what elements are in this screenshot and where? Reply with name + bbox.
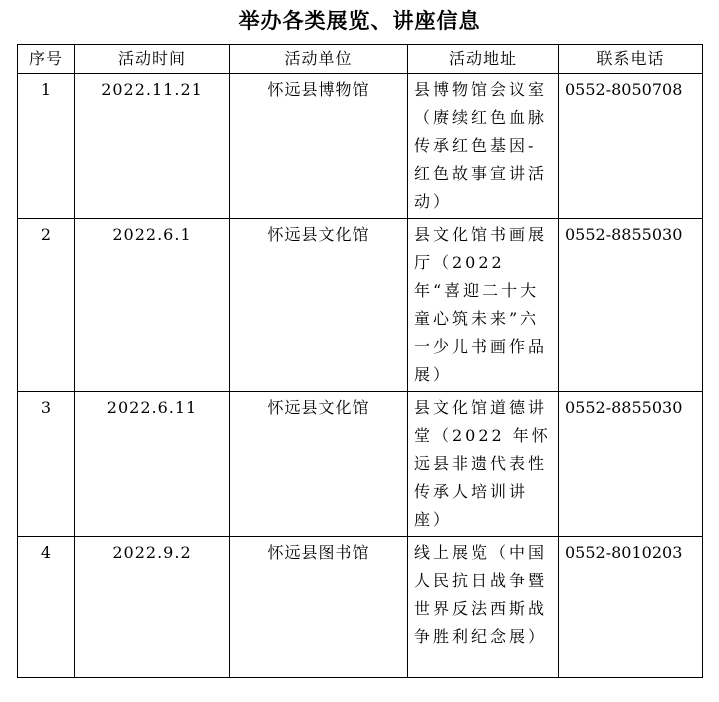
row-activity-time: 2022.6.1 <box>75 219 230 392</box>
row-contact-phone: 0552-8855030 <box>559 392 703 537</box>
row-activity-address: 县文化馆书画展厅（2022 年“喜迎二十大 童心筑未来”六一少儿书画作品展） <box>408 219 559 392</box>
header-serial-number: 序号 <box>18 45 75 74</box>
row-serial-number: 2 <box>18 219 75 392</box>
events-table <box>17 44 703 678</box>
table-row <box>18 219 703 392</box>
row-activity-address: 县博物馆会议室（赓续红色血脉 传承红色基因-红色故事宣讲活动） <box>408 74 559 219</box>
row-activity-time: 2022.6.11 <box>75 392 230 537</box>
row-activity-time: 2022.9.2 <box>75 537 230 678</box>
row-activity-time: 2022.11.21 <box>75 74 230 219</box>
row-serial-number: 3 <box>18 392 75 537</box>
row-activity-unit: 怀远县文化馆 <box>230 219 408 392</box>
row-activity-unit: 怀远县博物馆 <box>230 74 408 219</box>
table-row <box>18 392 703 537</box>
page-title: 举办各类展览、讲座信息 <box>238 8 481 33</box>
row-activity-address: 县文化馆道德讲堂（2022 年怀远县非遗代表性传承人培训讲座） <box>408 392 559 537</box>
row-serial-number: 1 <box>18 74 75 219</box>
row-serial-number: 4 <box>18 537 75 678</box>
header-contact-phone: 联系电话 <box>559 45 703 74</box>
row-activity-address: 线上展览（中国人民抗日战争暨世界反法西斯战争胜利纪念展） <box>408 537 559 678</box>
table-row <box>18 537 703 678</box>
row-contact-phone: 0552-8855030 <box>559 219 703 392</box>
header-row <box>18 45 703 74</box>
row-contact-phone: 0552-8010203 <box>559 537 703 678</box>
header-activity-address: 活动地址 <box>408 45 559 74</box>
header-activity-unit: 活动单位 <box>230 45 408 74</box>
row-activity-unit: 怀远县图书馆 <box>230 537 408 678</box>
table-row <box>18 74 703 219</box>
row-contact-phone: 0552-8050708 <box>559 74 703 219</box>
header-activity-time: 活动时间 <box>75 45 230 74</box>
row-activity-unit: 怀远县文化馆 <box>230 392 408 537</box>
